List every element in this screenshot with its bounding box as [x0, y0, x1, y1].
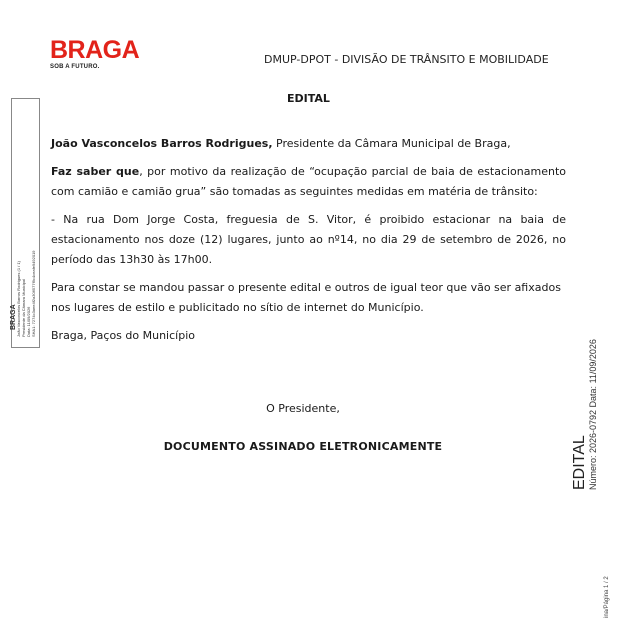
- announcement-text: , por motivo da realização de “ocupação parcial de baia de estacionamento com camião e camião grua” são tomadas as seguintes medidas em matéria de trânsito:: [51, 165, 566, 198]
- side-number-date: Número: 2026-0792 Data: 11/09/2026: [588, 339, 598, 490]
- logo-slogan: SOB A FUTURO.: [50, 64, 100, 70]
- side-reference: [572, 339, 599, 490]
- document-title: EDITAL: [287, 92, 330, 105]
- stamp-text: [16, 250, 36, 337]
- stamp-line-signer: João Vasconcelos Barros Rodrigues (1 / 1): [16, 261, 21, 337]
- logo-wordmark: BRAGA: [50, 36, 140, 64]
- place-line: Braga, Paços do Município: [51, 329, 195, 342]
- publication-paragraph: Para constar se mandou passar o presente edital e outros de igual teor que vão ser afixados nos lugares de estilo e publicitado no sítio de internet do Município.: [51, 281, 561, 314]
- measure-paragraph: - Na rua Dom Jorge Costa, freguesia de S. Vitor, é proibido estacionar na baia de estacionamento nos doze (12) lugares, junto ao nº14, no dia 29 de setembro de 2026, no período das 13h30 às 17h00.: [51, 213, 566, 266]
- announcement-paragraph: [51, 162, 566, 202]
- president-name: João Vasconcelos Barros Rodrigues,: [51, 137, 273, 150]
- signer-title: O Presidente,: [266, 402, 340, 415]
- braga-logo: [50, 38, 139, 70]
- intro-text: Presidente da Câmara Municipal de Braga,: [272, 137, 511, 150]
- page-indicator: ina/Página 1 / 2: [604, 576, 610, 618]
- announcement-lead: Faz saber que: [51, 165, 140, 178]
- intro-paragraph: [51, 134, 566, 154]
- document-body: [51, 134, 566, 354]
- side-edital-label: EDITAL: [571, 435, 588, 490]
- signature-notice: DOCUMENTO ASSINADO ELETRONICAMENTE: [163, 440, 443, 453]
- stamp-logo: BRAGA: [10, 304, 17, 330]
- stamp-line-hash: SHA1: 7274c3aee4f2a306577f9c4ceafe9492019: [31, 250, 36, 337]
- stamp-line-role: Presidente da Câmara Municipal: [21, 278, 26, 337]
- department-heading: DMUP-DPOT - DIVISÃO DE TRÂNSITO E MOBILIDADE: [264, 53, 549, 66]
- stamp-line-date: Data: 11/09/2026: [26, 306, 31, 337]
